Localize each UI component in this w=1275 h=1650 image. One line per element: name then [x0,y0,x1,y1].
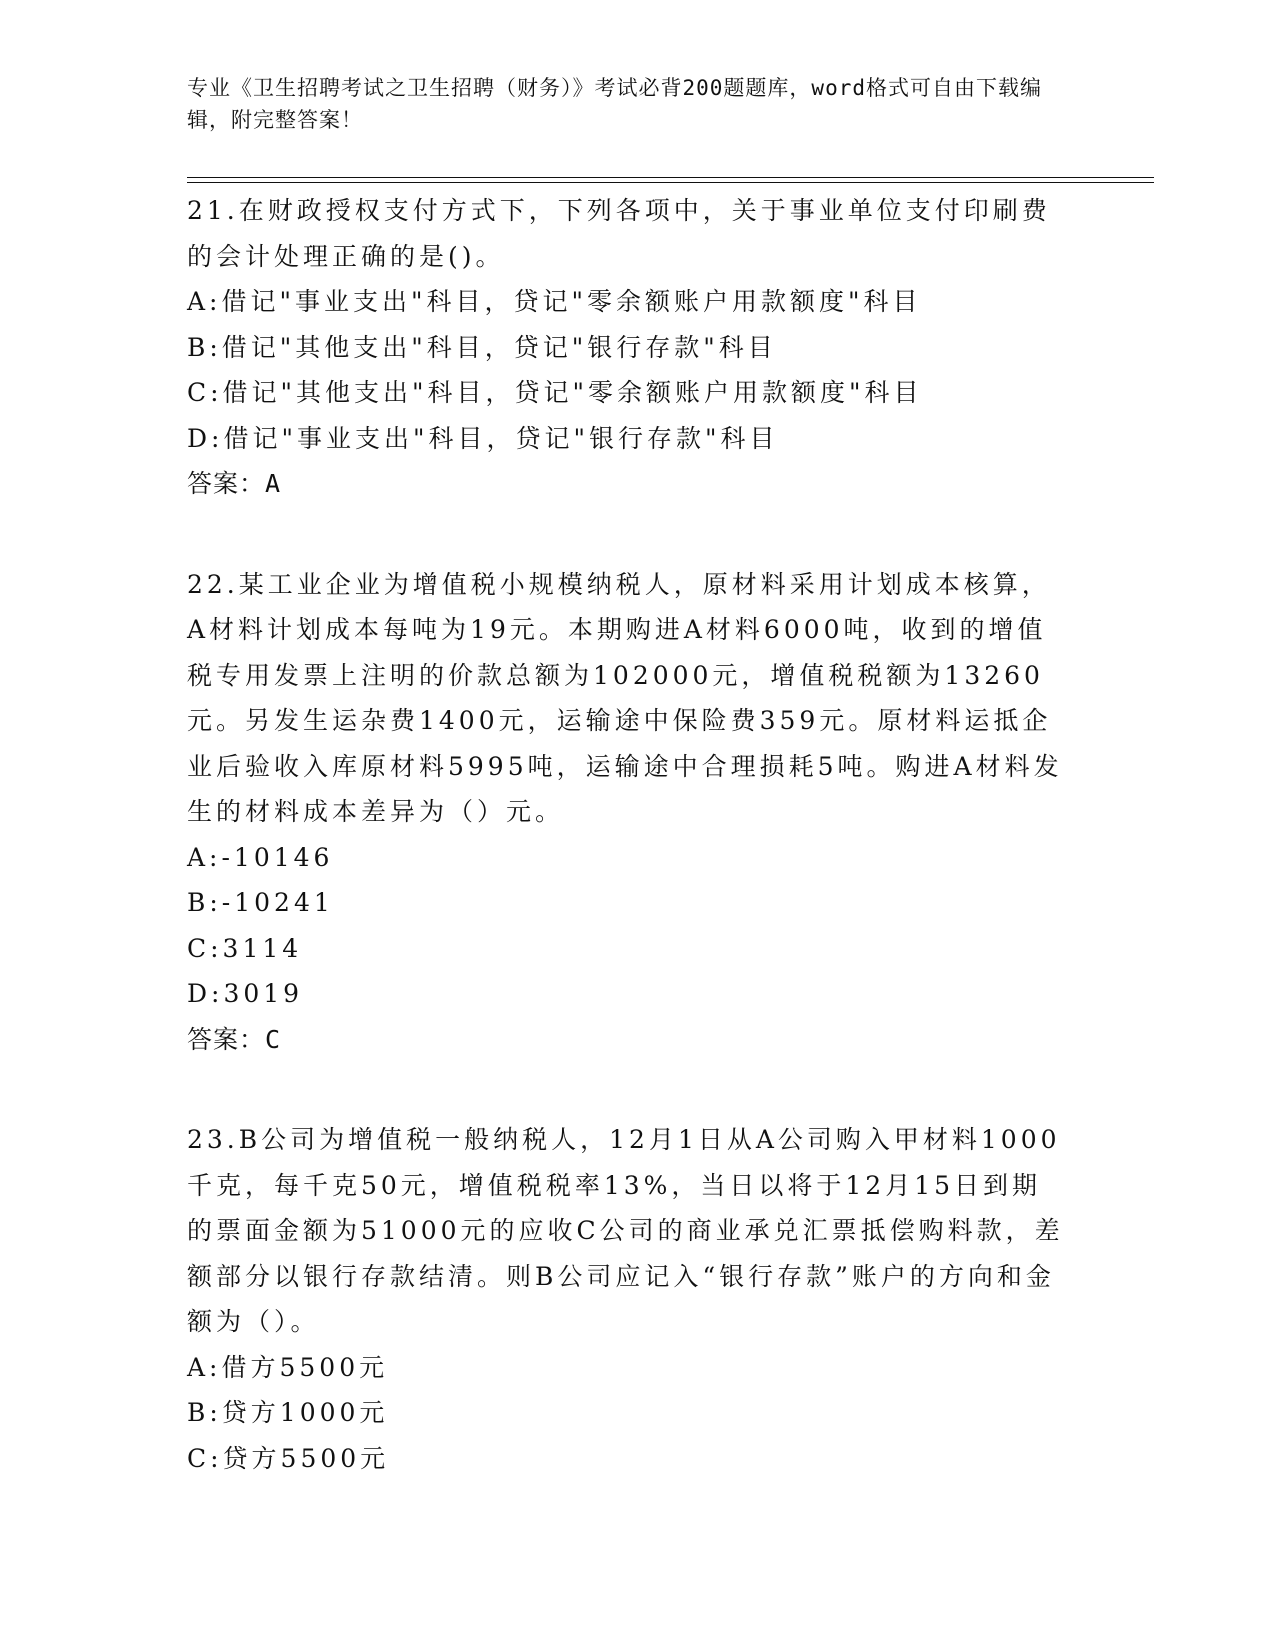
question-23 [187,1117,1067,1481]
option-c: C:贷方5500元 [187,1443,390,1473]
option-a: A:借方5500元 [187,1352,389,1382]
document-header: 专业《卫生招聘考试之卫生招聘（财务）》考试必背200题题库，word格式可自由下载编辑，附完整答案！ [187,76,1042,132]
option-b: B:-10241 [187,888,334,917]
option-d: D:借记"事业支出"科目，贷记"银行存款"科目 [187,423,779,453]
answer: 答案：A [187,469,282,498]
question-stem: 22.某工业企业为增值税小规模纳税人，原材料采用计划成本核算，A材料计划成本每吨为19元。本期购进A材料6000吨，收到的增值税专用发票上注明的价款总额为102000元，增值税税额为13260元。另发生运杂费1400元，运输途中保险费359元。原材料运抵企业后验收入库原材料5995吨，运输途中合理损耗5吨。购进A材料发生的材料成本差异为（）元。 [187,569,1063,826]
answer: 答案：C [187,1024,282,1054]
question-22 [187,562,1067,1063]
option-c: C:3114 [187,933,303,963]
option-b: B:借记"其他支出"科目，贷记"银行存款"科目 [187,332,777,362]
option-c: C:借记"其他支出"科目，贷记"零余额账户用款额度"科目 [187,378,923,407]
question-21 [187,188,1067,507]
header-rule-top [187,177,1154,178]
option-a: A:-10146 [187,842,334,872]
header-rule-bottom [187,182,1154,183]
option-a: A:借记"事业支出"科目，贷记"零余额账户用款额度"科目 [187,287,922,316]
option-b: B:贷方1000元 [187,1398,389,1427]
question-stem: 21.在财政授权支付方式下，下列各项中，关于事业单位支付印刷费的会计处理正确的是()。 [187,196,1051,271]
question-list [187,188,1067,1481]
question-stem: 23.B公司为增值税一般纳税人，12月1日从A公司购入甲材料1000千克，每千克50元，增值税税率13%，当日以将于12月15日到期的票面金额为51000元的应收C公司的商业承兑汇票抵偿购料款，差额部分以银行存款结清。则B公司应记入“银行存款”账户的方向和金额为（）。 [187,1125,1064,1336]
option-d: D:3019 [187,979,304,1008]
